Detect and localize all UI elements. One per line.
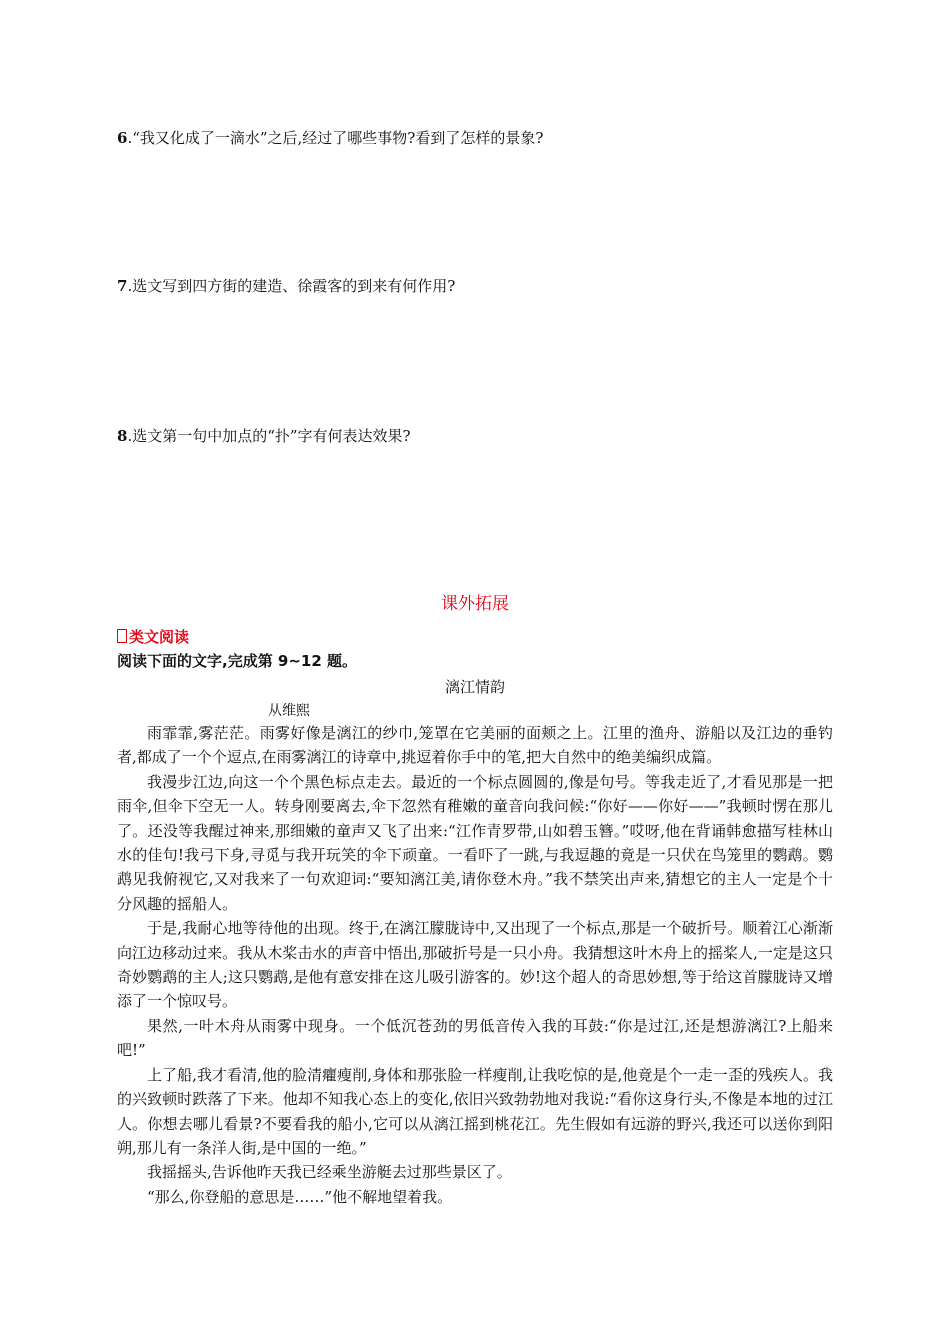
paragraph: 我摇摇头,告诉他昨天我已经乘坐游艇去过那些景区了。 (147, 1163, 512, 1182)
paragraph: 上了船,我才看清,他的脸清癯瘦削,身体和那张脸一样瘦削,让我吃惊的是,他竟是个一走一歪的残疾人。我的兴致顿时跌落了下来。他却不知我心态上的变化,依旧兴致勃勃地对我说:“看你这身行头,不像是本地的过江人。你想去哪儿看景?不要看我的船小,它可以从漓江摇到桃花江。先生假如有远游的野兴,我还可以送你到阳朔,那儿有一条洋人街,是中国的一绝。” (117, 1065, 833, 1157)
instruction: 阅读下面的文字,完成第 9~12 题。 (117, 652, 358, 670)
question-text: .选文写到四方街的建造、徐霞客的到来有何作用? (127, 277, 456, 295)
sub-label (117, 626, 189, 647)
sub-label-text: 类文阅读 (129, 628, 190, 646)
question-6 (117, 128, 543, 148)
paragraph: 我漫步江边,向这一个个黑色标点走去。最近的一个标点圆圆的,像是句号。等我走近了,才看见那是一把雨伞,但伞下空无一人。转身刚要离去,伞下忽然有稚嫩的童音向我问候:“你好——你好——”我顿时愣在那儿了。还没等我醒过神来,那细嫩的童声又飞了出来:“江作青罗带,山如碧玉簪。”哎呀,他在背诵韩愈描写桂林山水的佳句!我弓下身,寻觅与我开玩笑的伞下顽童。一看吓了一跳,与我逗趣的竟是一只伏在鸟笼里的鹦鹉。鹦鹉见我俯视它,又对我来了一句欢迎词:“要知漓江美,请你登木舟。”我不禁笑出声来,猜想它的主人一定是个十分风趣的摇船人。 (117, 772, 833, 913)
paragraph: 于是,我耐心地等待他的出现。终于,在漓江朦胧诗中,又出现了一个标点,那是一个破折号。顺着江心渐渐向江边移动过来。我从木桨击水的声音中悟出,那破折号是一只小舟。我猜想这叶木舟上的摇桨人,一定是这只奇妙鹦鹉的主人;这只鹦鹉,是他有意安排在这儿吸引游客的。妙!这个超人的奇思妙想,等于给这首朦胧诗又增添了一个惊叹号。 (117, 919, 833, 1011)
paragraph: “那么,你登船的意思是……”他不解地望着我。 (147, 1187, 453, 1206)
paragraph: 雨霏霏,雾茫茫。雨雾好像是漓江的纱巾,笼罩在它美丽的面颊之上。江里的渔舟、游船以及江边的垂钓者,都成了一个个逗点,在雨雾漓江的诗章中,挑逗着你手中的笔,把大自然中的绝美编织成篇。 (117, 724, 833, 767)
article-author: 从维熙 (268, 703, 310, 719)
box-icon (117, 629, 127, 643)
question-number: 6 (117, 129, 128, 147)
question-text: .“我又化成了一滴水”之后,经过了哪些事物?看到了怎样的景象? (127, 129, 544, 147)
article-title: 漓江情韵 (444, 678, 505, 696)
question-number: 8 (117, 427, 128, 445)
question-7 (117, 276, 455, 296)
article-body (117, 721, 833, 1209)
question-text: .选文第一句中加点的“扑”字有何表达效果? (127, 427, 411, 445)
paragraph: 果然,一叶木舟从雨雾中现身。一个低沉苍劲的男低音传入我的耳鼓:“你是过江,还是想游漓江?上船来吧!” (117, 1016, 833, 1060)
question-number: 7 (117, 277, 128, 295)
section-title: 课外拓展 (441, 594, 509, 614)
question-8 (117, 426, 411, 446)
